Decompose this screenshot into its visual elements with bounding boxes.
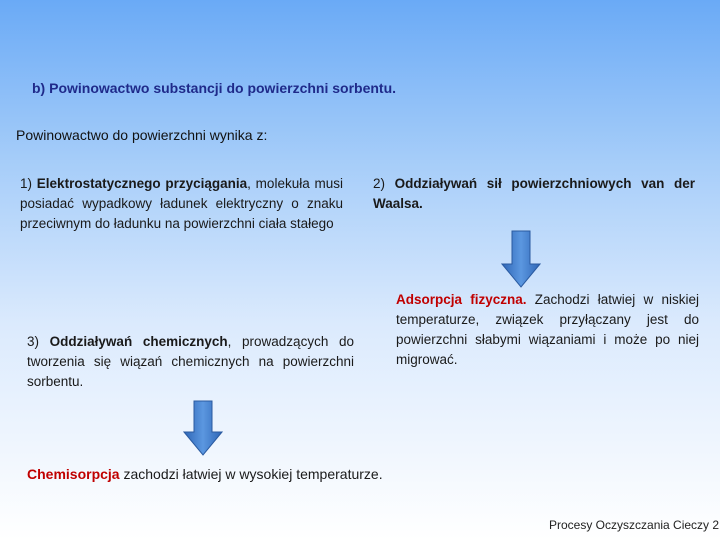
intro-text: Powinowactwo do powierzchni wynika z: <box>16 127 268 143</box>
item-van-der-waals <box>373 174 695 214</box>
chemisorption-description: zachodzi łatwiej w wysokiej temperaturze. <box>119 466 383 482</box>
item-chemical <box>27 332 354 392</box>
chemisorption-term: Chemisorpcja <box>27 466 120 482</box>
item-3-description: , prowadzących do tworzenia się wiązań chemicznych na powierzchni sorbentu. <box>27 334 354 389</box>
item-3-number: 3) <box>27 334 50 349</box>
physical-adsorption-description: Zachodzi łatwiej w niskiej temperaturze, związek przyłączany jest do powierzchni słabymi wiązaniami i może po niej migrować. <box>396 292 699 367</box>
arrow-down-icon <box>183 400 223 456</box>
chemisorption-statement <box>27 466 383 482</box>
physical-adsorption <box>396 290 699 370</box>
arrow-down-icon <box>501 230 541 288</box>
item-3-term: Oddziaływań chemicznych <box>49 334 228 349</box>
item-2-term: Oddziaływań sił powierzchniowych van der Waalsa. <box>373 176 695 211</box>
item-2-number: 2) <box>373 176 395 191</box>
physical-adsorption-term: Adsorpcja fizyczna. <box>396 292 527 307</box>
slide-footer: Procesy Oczyszczania Cieczy 2 <box>549 518 720 532</box>
item-electrostatic <box>20 174 343 234</box>
item-1-description: , molekuła musi posiadać wypadkowy ładunek elektryczny o znaku przeciwnym do ładunku na powierzchni ciała stałego <box>20 176 343 231</box>
item-1-number: 1) <box>20 176 37 191</box>
slide-heading: b) Powinowactwo substancji do powierzchni sorbentu. <box>32 80 397 96</box>
item-1-term: Elektrostatycznego przyciągania <box>36 176 248 191</box>
